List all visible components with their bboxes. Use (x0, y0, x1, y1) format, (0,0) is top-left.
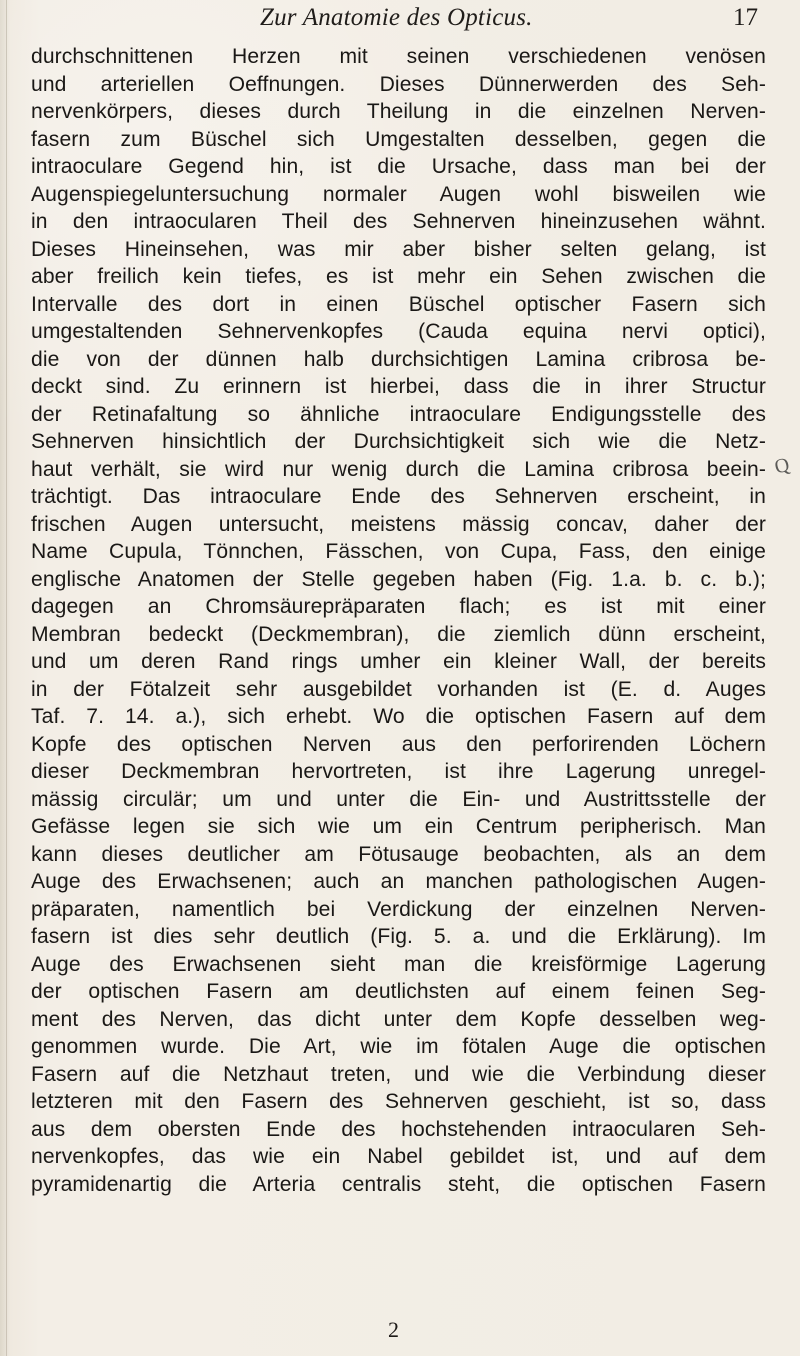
text-line: ment des Nerven, das dicht unter dem Kopfe desselben weg- (31, 1007, 766, 1031)
text-line: und um deren Rand rings umher ein kleiner Wall, der bereits (31, 650, 766, 673)
text-line: aber freilich kein tiefes, es ist mehr ein Sehen zwischen die (31, 265, 766, 288)
text-line: Kopfe des optischen Nerven aus den perforirenden Löchern (31, 732, 766, 756)
text-line: letzteren mit den Fasern des Sehnerven geschieht, ist so, dass (31, 1090, 766, 1113)
text-line: der Retinafaltung so ähnliche intraoculare Endigungsstelle des (31, 402, 766, 426)
text-line: kann dieses deutlicher am Fötusauge beobachten, als an dem (31, 842, 766, 866)
text-line: Membran bedeckt (Deckmembran), die ziemlich dünn erscheint, (31, 622, 766, 646)
text-line: nervenkopfes, das wie ein Nabel gebildet ist, und auf dem (31, 1145, 766, 1168)
text-line: der optischen Fasern am deutlichsten auf einem feinen Seg- (31, 980, 766, 1003)
text-line: Intervalle des dort in einen Büschel optischer Fasern sich (31, 292, 766, 316)
text-line: Auge des Erwachsenen sieht man die kreisförmige Lagerung (31, 952, 766, 976)
text-line: Sehnerven hinsichtlich der Durchsichtigkeit sich wie die Netz- (31, 430, 766, 453)
text-line: dieser Deckmembran hervortreten, ist ihre Lagerung unregel- (31, 760, 766, 783)
running-head: Zur Anatomie des Opticus. (260, 4, 533, 31)
text-line: in den intraocularen Theil des Sehnerven hineinzusehen wähnt. (31, 210, 766, 233)
text-line: fasern ist dies sehr deutlich (Fig. 5. a. und die Erklärung). Im (31, 925, 766, 948)
text-line: und arteriellen Oeffnungen. Dieses Dünnerwerden des Seh- (31, 72, 766, 96)
text-line: trächtigt. Das intraoculare Ende des Sehnerven erscheint, in (31, 485, 766, 508)
text-line: Auge des Erwachsenen; auch an manchen pathologischen Augen- (31, 870, 766, 893)
text-line: umgestaltenden Sehnervenkopfes (Cauda equina nervi optici), (31, 320, 766, 343)
text-line: intraoculare Gegend hin, ist die Ursache, dass man bei der (31, 155, 766, 178)
text-line: Name Cupula, Tönnchen, Fässchen, von Cupa, Fass, den einige (31, 540, 766, 563)
text-line: deckt sind. Zu erinnern ist hierbei, dass die in ihrer Structur (31, 375, 766, 398)
text-line: genommen wurde. Die Art, wie im fötalen Auge die optischen (31, 1035, 766, 1058)
margin-note: Q (772, 453, 792, 479)
text-line: Fasern auf die Netzhaut treten, und wie die Verbindung dieser (31, 1062, 766, 1086)
page-number: 17 (733, 4, 758, 31)
text-line: durchschnittenen Herzen mit seinen verschiedenen venösen (31, 45, 766, 68)
body-text (31, 43, 766, 1198)
page-gutter-line (6, 0, 7, 1356)
text-line: präparaten, namentlich bei Verdickung der einzelnen Nerven- (31, 897, 766, 921)
text-line: dagegen an Chromsäurepräparaten flach; es ist mit einer (31, 595, 766, 618)
text-line: aus dem obersten Ende des hochstehenden intraocularen Seh- (31, 1117, 766, 1141)
text-line: frischen Augen untersucht, meistens mässig concav, daher der (31, 512, 766, 536)
text-line: nervenkörpers, dieses durch Theilung in die einzelnen Nerven- (31, 100, 766, 123)
text-line: Augenspiegeluntersuchung normaler Augen wohl bisweilen wie (31, 182, 766, 206)
page-header (0, 4, 800, 36)
text-line: haut verhält, sie wird nur wenig durch die Lamina cribrosa beein- (31, 457, 766, 481)
text-line: pyramidenartig die Arteria centralis steht, die optischen Fasern (31, 1172, 766, 1196)
text-line: die von der dünnen halb durchsichtigen Lamina cribrosa be- (31, 347, 766, 371)
text-line: englische Anatomen der Stelle gegeben haben (Fig. 1.a. b. c. b.); (31, 567, 766, 591)
text-line: in der Fötalzeit sehr ausgebildet vorhanden ist (E. d. Auges (31, 677, 766, 701)
signature-mark: 2 (388, 1317, 399, 1342)
text-line: Taf. 7. 14. a.), sich erhebt. Wo die optischen Fasern auf dem (31, 705, 766, 728)
text-line: mässig circulär; um und unter die Ein- und Austrittsstelle der (31, 787, 766, 811)
text-line: Dieses Hineinsehen, was mir aber bisher selten gelang, ist (31, 237, 766, 261)
text-line: fasern zum Büschel sich Umgestalten desselben, gegen die (31, 127, 766, 151)
text-line: Gefässe legen sie sich wie um ein Centrum peripherisch. Man (31, 815, 766, 838)
